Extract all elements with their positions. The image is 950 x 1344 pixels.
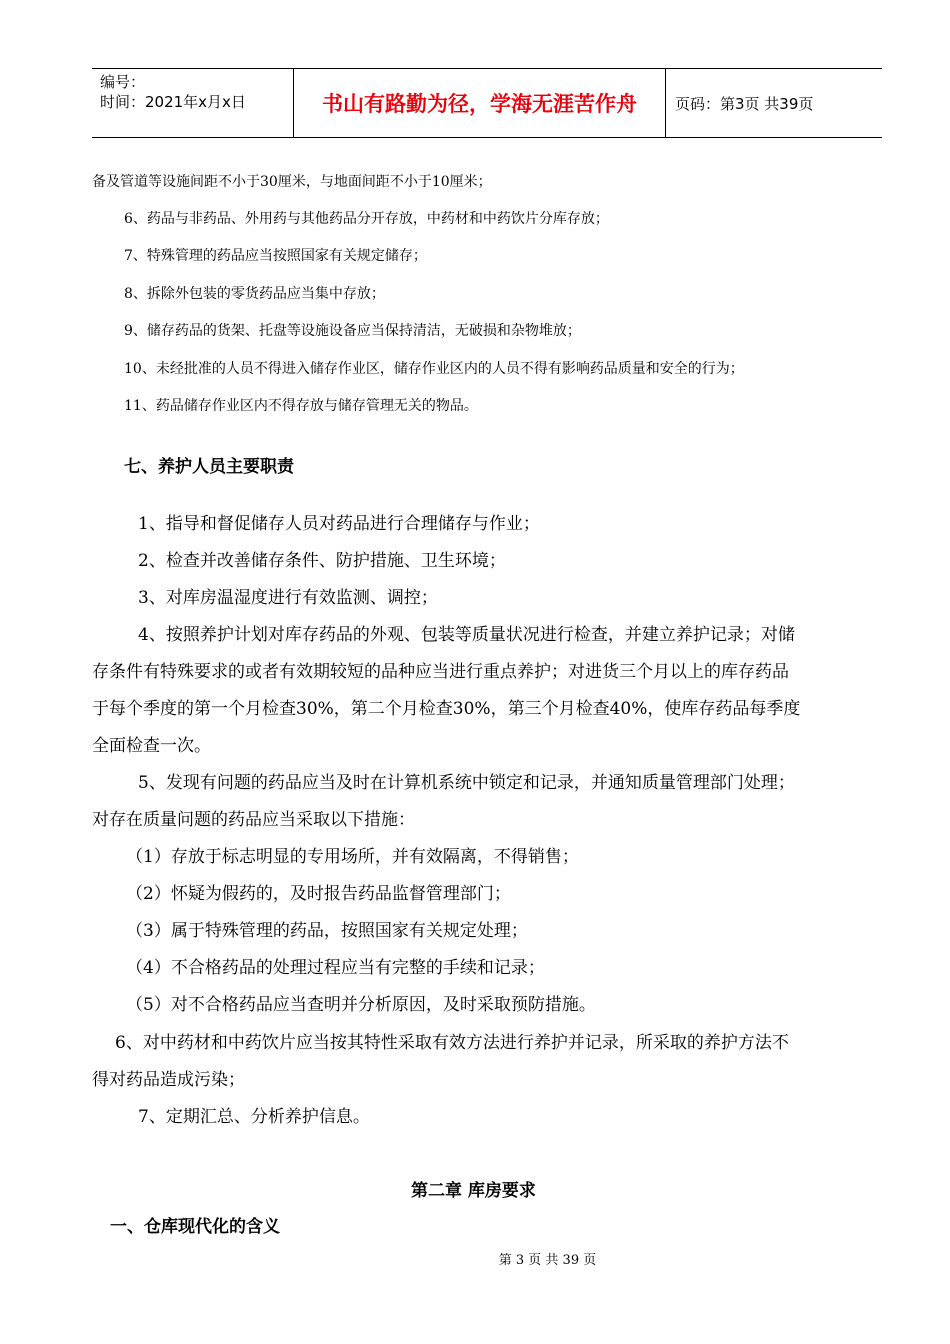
header-motto: 书山有路勤为径，学海无涯苦作舟 — [293, 69, 666, 137]
paragraph-line: （2）怀疑为假药的，及时报告药品监督管理部门； — [126, 884, 511, 904]
paragraph-line: 2、检查并改善储存条件、防护措施、卫生环境； — [138, 551, 506, 571]
section-heading: 七、养护人员主要职责 — [124, 457, 294, 477]
header-page-info: 页码：第3页 共39页 — [675, 94, 814, 113]
list-item: 6、药品与非药品、外用药与其他药品分开存放，中药材和中药饮片分库存放； — [124, 211, 609, 227]
paragraph-line: 全面检查一次。 — [92, 736, 211, 756]
list-item: 8、拆除外包装的零货药品应当集中存放； — [124, 286, 385, 302]
paragraph-line: 存条件有特殊要求的或者有效期较短的品种应当进行重点养护；对进货三个月以上的库存药品 — [92, 662, 789, 682]
section-heading: 一、仓库现代化的含义 — [110, 1217, 280, 1237]
page-footer: 第 3 页 共 39 页 — [498, 1253, 597, 1268]
paragraph-line: 对存在质量问题的药品应当采取以下措施： — [92, 810, 415, 830]
header-meta — [92, 69, 293, 137]
paragraph-line: 5、发现有问题的药品应当及时在计算机系统中锁定和记录，并通知质量管理部门处理； — [138, 773, 795, 793]
chapter-title: 第二章 库房要求 — [411, 1181, 536, 1201]
paragraph-line: （4）不合格药品的处理过程应当有完整的手续和记录； — [126, 958, 545, 978]
paragraph-line: 1、指导和督促储存人员对药品进行合理储存与作业； — [138, 514, 540, 534]
list-item: 备及管道等设施间距不小于30厘米，与地面间距不小于10厘米； — [92, 174, 492, 190]
paragraph-line: 4、按照养护计划对库存药品的外观、包装等质量状况进行检查，并建立养护记录；对储 — [138, 625, 795, 645]
paragraph-line: （5）对不合格药品应当查明并分析原因，及时采取预防措施。 — [126, 995, 596, 1015]
list-item: 7、特殊管理的药品应当按照国家有关规定储存； — [124, 248, 427, 264]
list-item: 9、储存药品的货架、托盘等设施设备应当保持清洁，无破损和杂物堆放； — [124, 323, 581, 339]
paragraph-line: （3）属于特殊管理的药品，按照国家有关规定处理； — [126, 921, 528, 941]
paragraph-line: 6、对中药材和中药饮片应当按其特性采取有效方法进行养护并记录，所采取的养护方法不 — [115, 1033, 789, 1053]
paragraph-line: 于每个季度的第一个月检查30%，第二个月检查30%，第三个月检查40%，使库存药品每季度 — [92, 699, 801, 719]
header-number-label: 编号： — [100, 73, 146, 91]
list-item: 11、药品储存作业区内不得存放与储存管理无关的物品。 — [124, 398, 478, 414]
header-date: 时间：2021年x月x日 — [100, 93, 246, 111]
paragraph-line: 3、对库房温湿度进行有效监测、调控； — [138, 588, 438, 608]
page-header — [92, 68, 882, 138]
paragraph-line: （1）存放于标志明显的专用场所，并有效隔离，不得销售； — [126, 847, 579, 867]
list-item: 10、未经批准的人员不得进入储存作业区，储存作业区内的人员不得有影响药品质量和安全的行为； — [124, 361, 744, 377]
paragraph-line: 得对药品造成污染； — [92, 1070, 245, 1090]
paragraph-line: 7、定期汇总、分析养护信息。 — [138, 1107, 370, 1127]
